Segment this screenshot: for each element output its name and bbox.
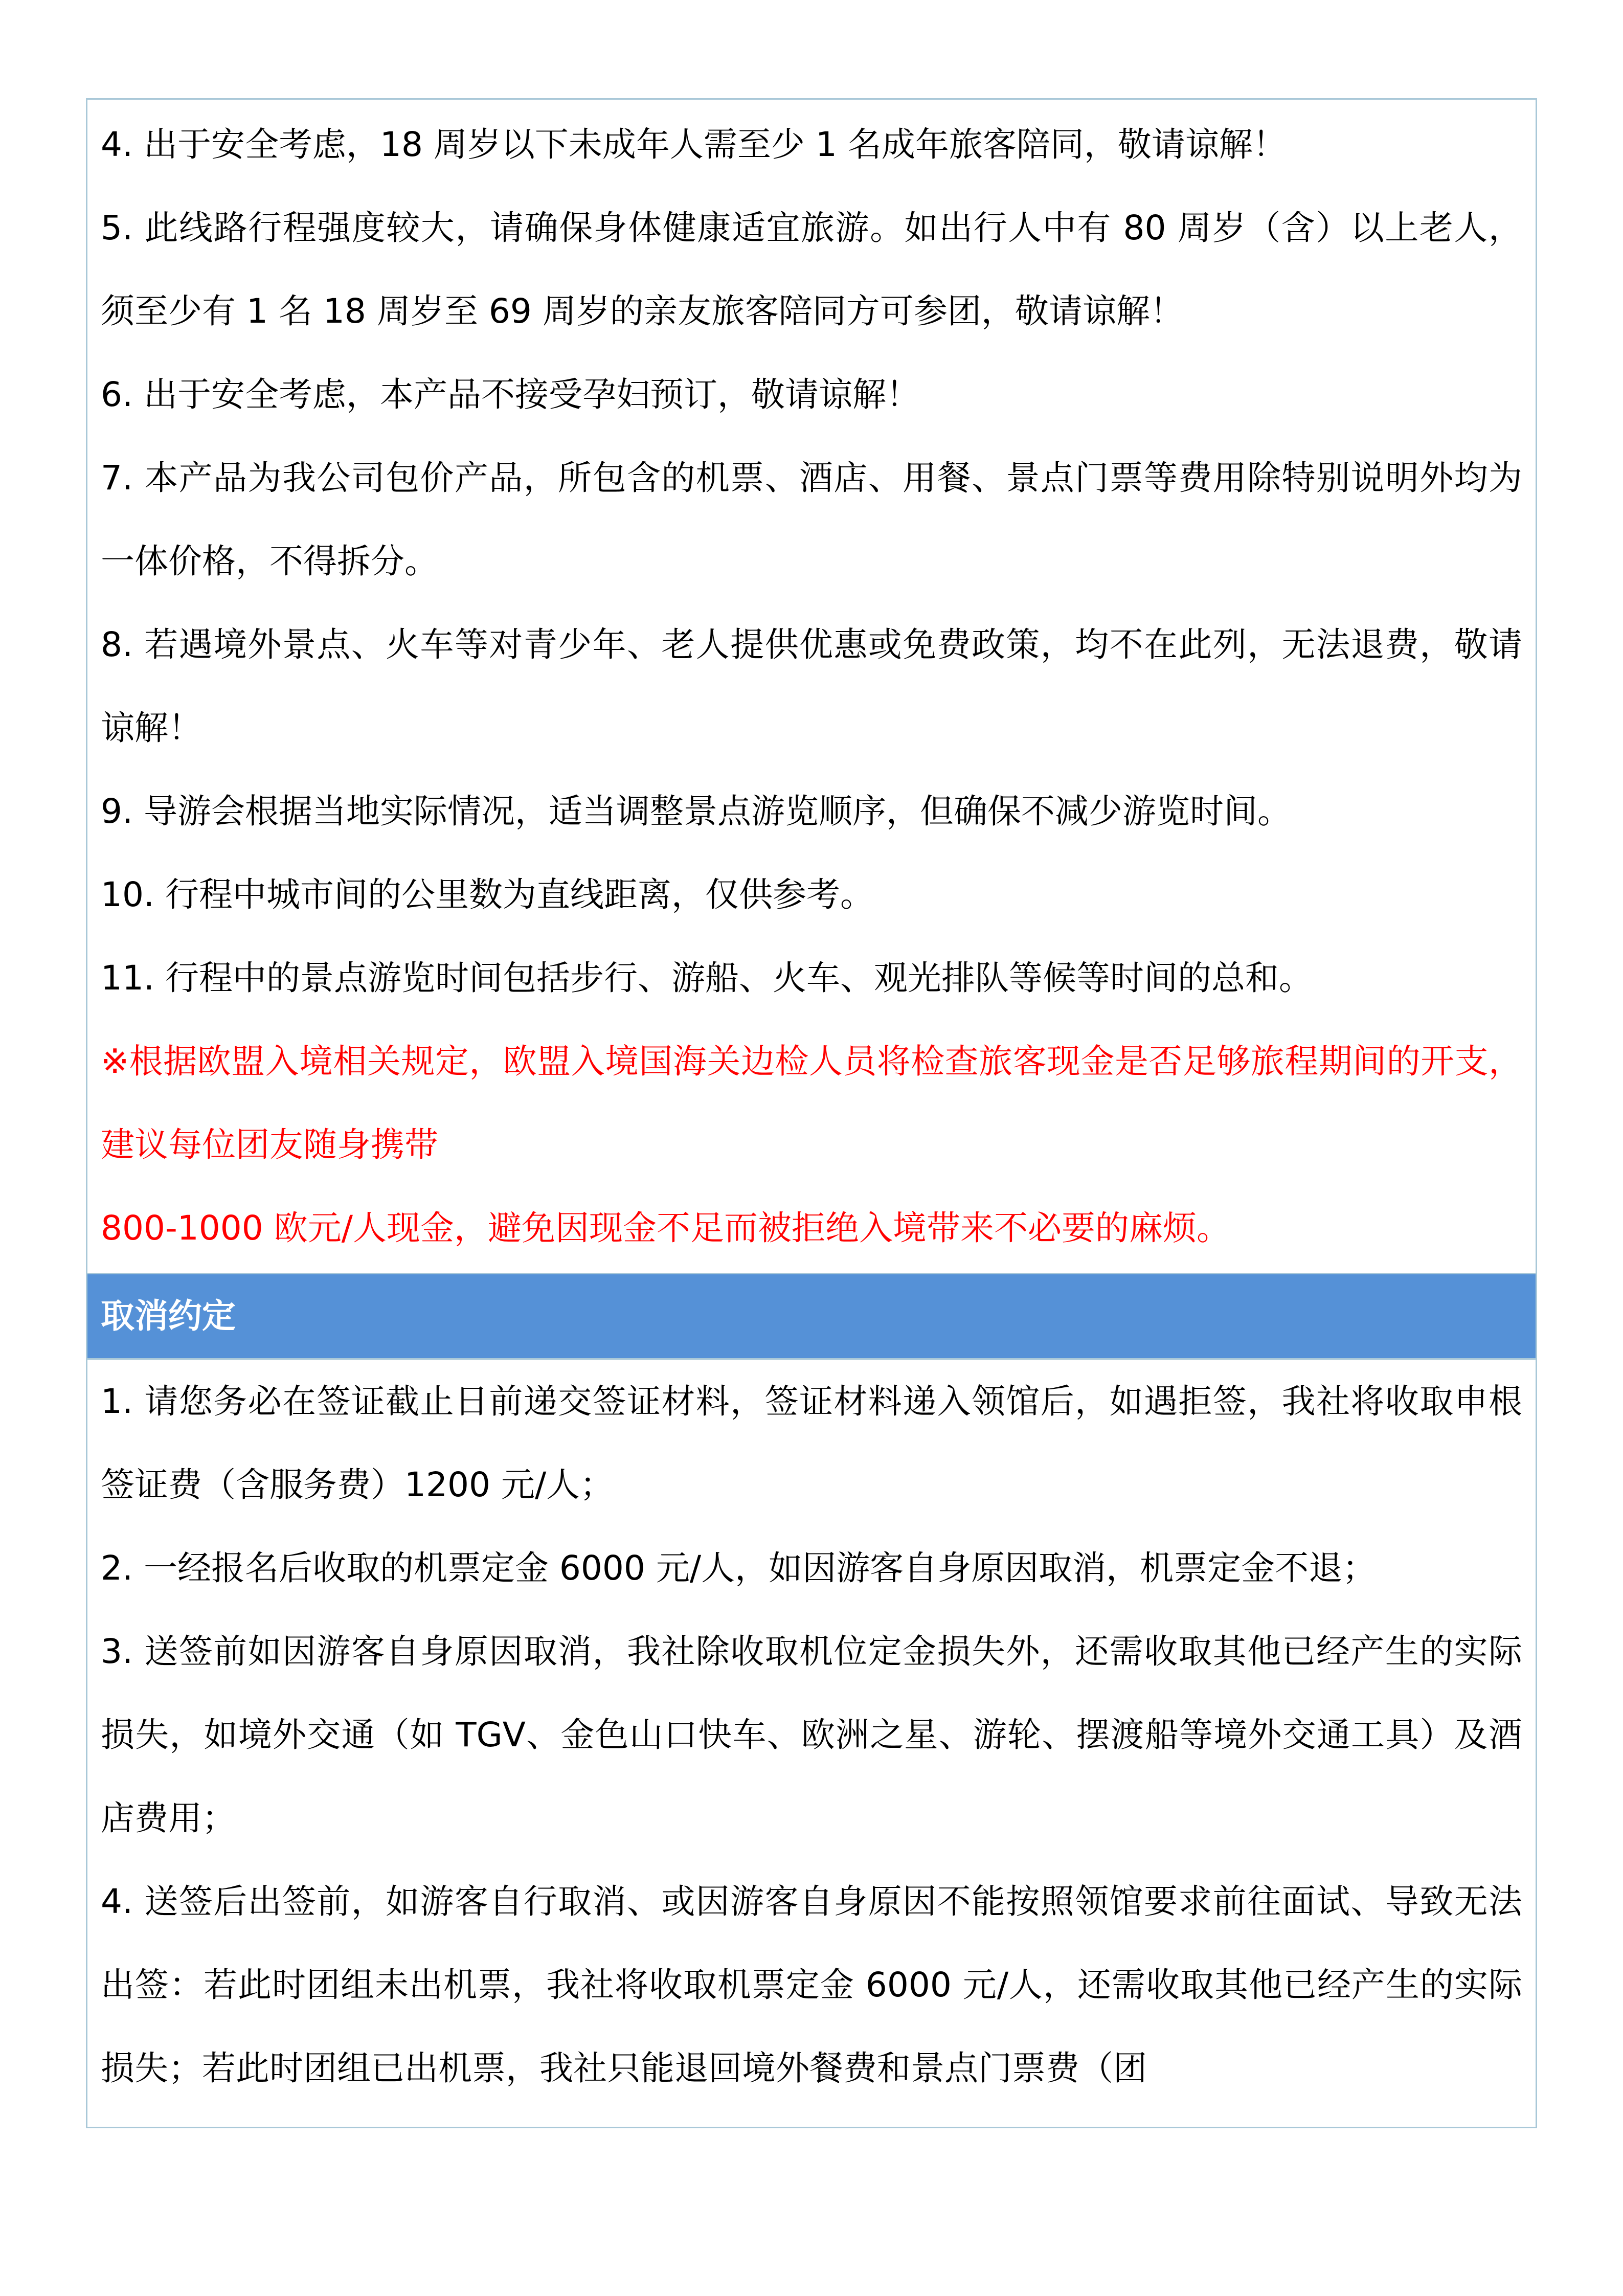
note-item: 11. 行程中的景点游览时间包括步行、游船、火车、观光排队等候等时间的总和。 [101,958,1313,998]
cancellation-item: 4. 送签后出签前，如游客自行取消、或因游客自身原因不能按照领馆要求前往面试、导致无法出签：若此时团组未出机票，我社将收取机票定金 6000 元/人，还需收取其他已经产生的实际损失；若此时团组已出机票，我社只能退回境外餐费和景点门票费（团 [101,1882,1522,2088]
cancellation-header: 取消约定 [87,1273,1536,1360]
cash-warning-amount: 800-1000 欧元/人现金，避免因现金不足而被拒绝入境带来不必要的麻烦。 [101,1208,1230,1248]
cancellation-section [87,1360,1536,2110]
cancellation-item: 1. 请您务必在签证截止日前递交签证材料，签证材料递入领馆后，如遇拒签，我社将收取申根签证费（含服务费）1200 元/人； [101,1382,1522,1504]
note-item: 9. 导游会根据当地实际情况，适当调整景点游览顺序，但确保不减少游览时间。 [101,792,1291,831]
notes-section [87,103,1536,1270]
note-item: 5. 此线路行程强度较大，请确保身体健康适宜旅游。如出行人中有 80 周岁（含）以上老人，须至少有 1 名 18 周岁至 69 周岁的亲友旅客陪同方可参团，敬请谅解！ [101,208,1522,331]
terms-panel [86,98,1537,2128]
note-item: 10. 行程中城市间的公里数为直线距离，仅供参考。 [101,875,874,914]
cash-warning-text: ※根据欧盟入境相关规定，欧盟入境国海关边检人员将检查旅客现金是否足够旅程期间的开支，建议每位团友随身携带 [101,1042,1522,1164]
note-item: 7. 本产品为我公司包价产品，所包含的机票、酒店、用餐、景点门票等费用除特别说明外均为一体价格，不得拆分。 [101,458,1522,581]
note-item: 4. 出于安全考虑，18 周岁以下未成年人需至少 1 名成年旅客陪同，敬请谅解！ [101,125,1287,164]
cancellation-item: 3. 送签前如因游客自身原因取消，我社除收取机位定金损失外，还需收取其他已经产生的实际损失，如境外交通（如 TGV、金色山口快车、欧洲之星、游轮、摆渡船等境外交通工具）及酒店费用； [101,1632,1522,1838]
note-item: 8. 若遇境外景点、火车等对青少年、老人提供优惠或免费政策，均不在此列，无法退费，敬请谅解！ [101,625,1522,748]
note-item: 6. 出于安全考虑，本产品不接受孕妇预订，敬请谅解！ [101,375,920,414]
cancellation-item: 2. 一经报名后收取的机票定金 6000 元/人，如因游客自身原因取消，机票定金不退； [101,1548,1377,1588]
